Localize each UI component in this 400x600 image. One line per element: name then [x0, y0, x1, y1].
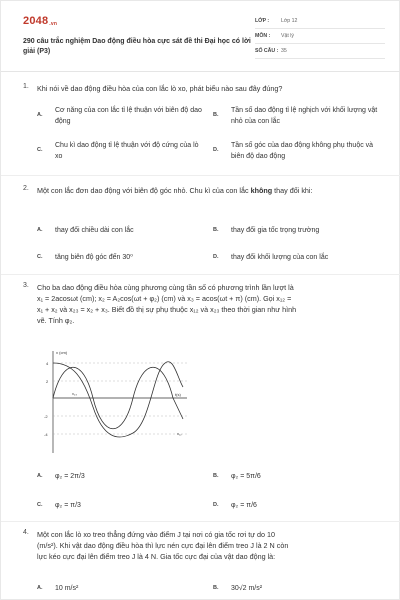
meta-count-row — [255, 47, 385, 59]
option-letter: C. — [37, 254, 43, 260]
question-text — [37, 282, 382, 326]
y-tick-label: -2 — [44, 414, 48, 419]
question-divider — [1, 274, 400, 275]
option-text: Tần số dao động tỉ lệ nghịch với khối lượng vật nhỏ của con lắc — [231, 107, 378, 125]
question-number: 3. — [23, 282, 29, 289]
question-text — [37, 529, 382, 562]
document-header — [23, 13, 383, 67]
class-value: Lớp 12 — [281, 18, 298, 24]
option-letter: D. — [213, 502, 219, 508]
question-text-part: Một con lắc đơn dao động với biên độ góc nhỏ. Chu kì của con lắc — [37, 186, 251, 195]
option-letter: D. — [213, 254, 219, 260]
question-number: 4. — [23, 529, 29, 536]
option-text: 30√2 m/s² — [231, 585, 263, 592]
meta-class-row — [255, 17, 385, 29]
subject-value: Vật lý — [281, 33, 294, 39]
question-text-bold: không — [250, 186, 273, 195]
site-logo[interactable] — [23, 15, 57, 27]
logo-sub-text: .vn — [49, 21, 58, 27]
question-text: Khi nói về dao động điều hòa của con lắc lò xo, phát biểu nào sau đây đúng? — [37, 84, 283, 93]
option-letter: B. — [213, 585, 219, 591]
option-letter: A. — [37, 473, 43, 479]
option-text: φ₂ = π/6 — [231, 502, 257, 509]
question-line: Cho ba dao động điều hòa cùng phương cùng tần số có phương trình lần lượt là — [37, 283, 294, 292]
option-letter: A. — [37, 227, 43, 233]
option-text: tăng biên độ góc đến 30⁰ — [55, 254, 133, 261]
question-number: 1. — [23, 83, 29, 90]
y-tick-label: -4 — [44, 432, 48, 437]
curve-x12 — [53, 362, 183, 437]
curve-x12-label: x₁₂ — [177, 432, 182, 436]
option-letter: B. — [213, 473, 219, 479]
option-letter: B. — [213, 227, 219, 233]
subject-label: MÔN : — [255, 33, 271, 39]
question-line: lực kéo cực đại lên điểm treo J là 4 N. Gia tốc cực đại của vật dao động là: — [37, 552, 276, 561]
option-text: 10 m/s² — [55, 585, 79, 592]
oscillation-graph — [37, 347, 197, 457]
question-text-part: thay đổi khi: — [272, 186, 313, 195]
option-letter: C. — [37, 502, 43, 508]
option-text: φ₂ = π/3 — [55, 502, 81, 509]
option-letter: D. — [213, 147, 219, 153]
option-text: thay đổi khối lượng của con lắc — [231, 254, 329, 261]
meta-subject-row — [255, 32, 385, 44]
option-letter: A. — [37, 585, 43, 591]
y-tick-label: 4 — [46, 361, 49, 366]
header-divider — [1, 71, 400, 72]
option-text: φ₂ = 5π/6 — [231, 473, 261, 480]
curve-x23-label: x₂₃ — [72, 392, 77, 396]
question-divider — [1, 175, 400, 176]
x-axis-label: t(s) — [175, 392, 181, 397]
document-title: 290 câu trắc nghiệm Dao động điều hòa cực sát đề thi Đại học có lời giải (P3) — [23, 38, 251, 55]
meta-box — [255, 17, 385, 62]
question-line: vẽ. Tính φ₂. — [37, 316, 75, 325]
question-line: x₁ + x₂ và x₂₃ = x₂ + x₃. Biết đồ thị sự phụ thuộc x₁₂ và x₂₃ theo thời gian như hình — [37, 305, 297, 314]
y-tick-label: 2 — [46, 379, 49, 384]
question-number: 2. — [23, 185, 29, 192]
count-value: 35 — [281, 48, 287, 54]
logo-main-text: 2048 — [23, 15, 49, 27]
count-label: SỐ CÂU : — [255, 48, 279, 54]
option-text: Cơ năng của con lắc tỉ lệ thuận với biên độ dao động — [55, 107, 202, 125]
question-text — [37, 185, 382, 196]
option-text: φ₂ = 2π/3 — [55, 473, 85, 480]
option-text: Chu kì dao động tỉ lệ thuận với độ cứng của lò xo — [55, 142, 199, 160]
option-letter: A. — [37, 112, 43, 118]
option-text: thay đổi gia tốc trọng trường — [231, 227, 320, 234]
question-line: x₁ = 2acosωt (cm); x₂ = A₂cos(ωt + φ₂) (cm) và x₃ = acos(ωt + π) (cm). Gọi x₁₂ = — [37, 294, 292, 303]
question-divider — [1, 521, 400, 522]
y-axis-label: x (cm) — [56, 350, 68, 355]
option-letter: B. — [213, 112, 219, 118]
option-text: thay đổi chiều dài con lắc — [55, 227, 134, 234]
class-label: LỚP : — [255, 18, 270, 24]
option-letter: C. — [37, 147, 43, 153]
question-line: (m/s²). Khi vật dao động điều hòa thì lực nén cực đại lên điểm treo J là 2 N còn — [37, 541, 289, 550]
option-text: Tần số góc của dao động không phụ thuộc và biên độ dao động — [231, 142, 374, 160]
question-line: Một con lắc lò xo treo thẳng đứng vào điểm J tại nơi có gia tốc rơi tự do 10 — [37, 530, 275, 539]
